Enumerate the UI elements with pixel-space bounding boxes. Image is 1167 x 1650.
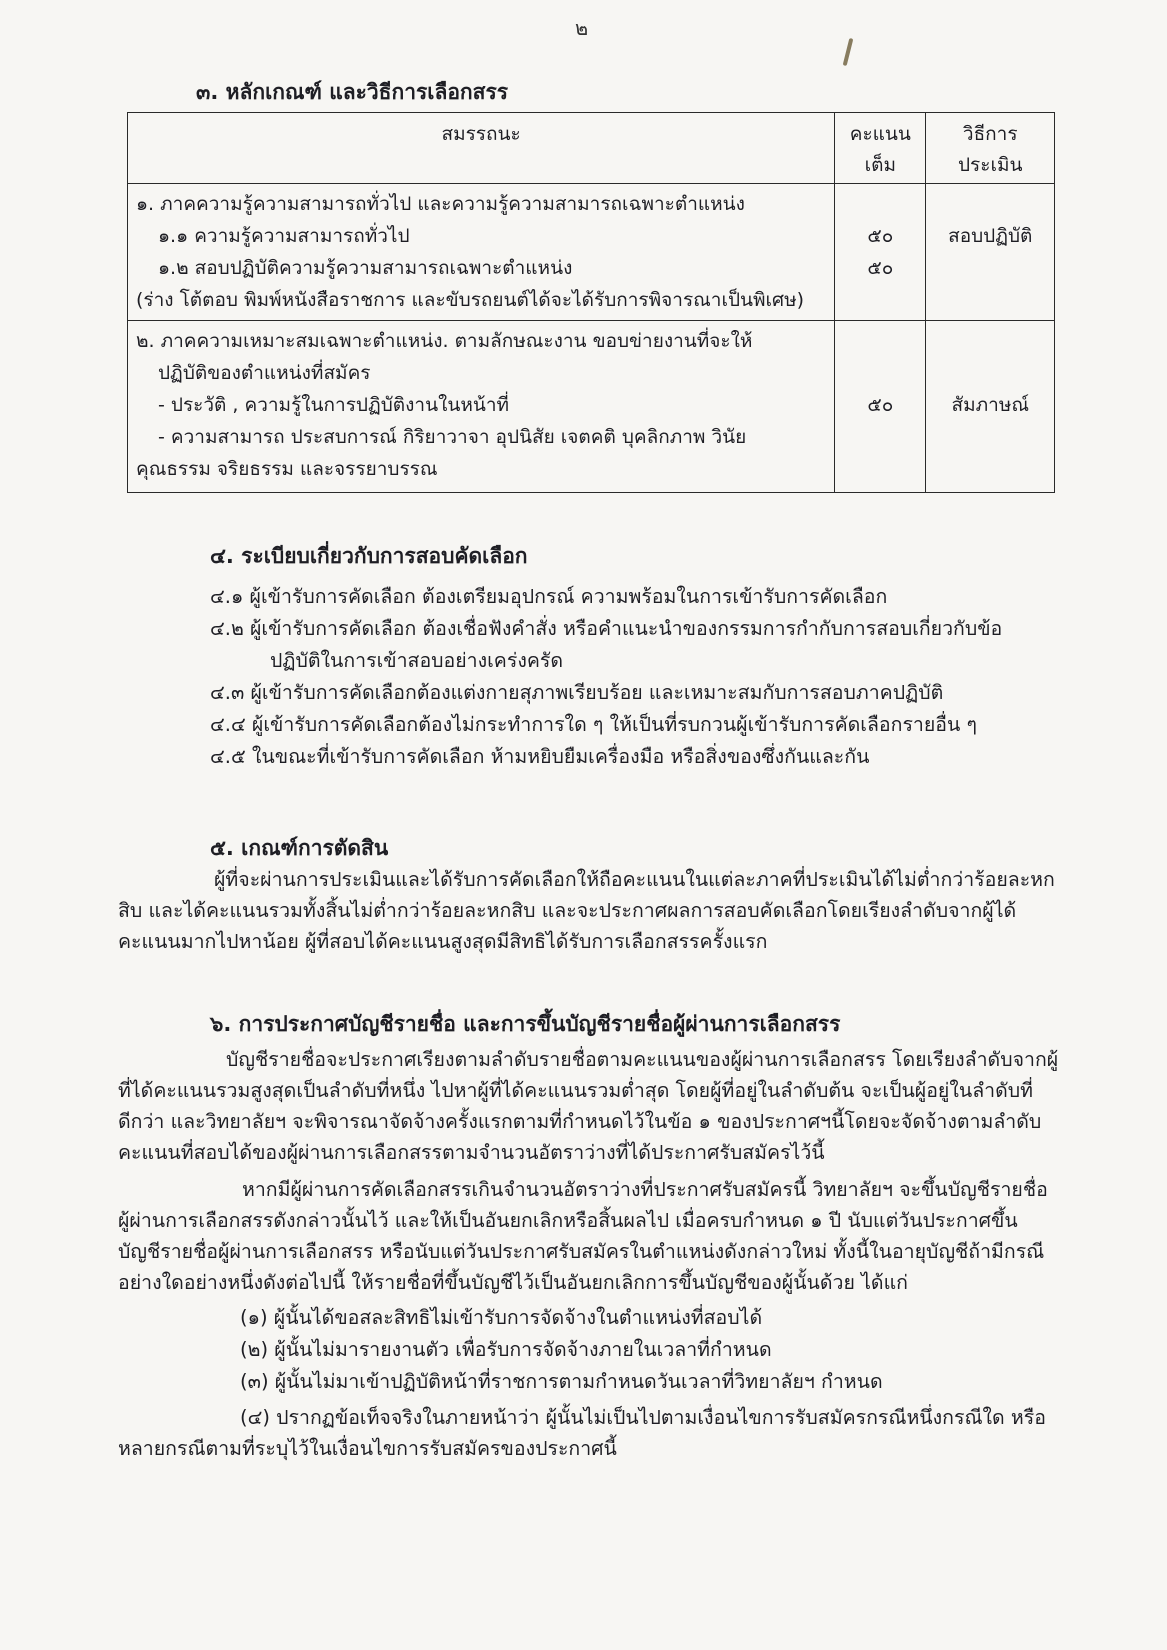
header-method <box>926 113 1055 184</box>
row1-score2: ๕๐ <box>867 257 894 279</box>
list-item: ๔.๕ ในขณะที่เข้ารับการคัดเลือก ห้ามหยิบยืมเครื่องมือ หรือสิ่งของซึ่งกันและกัน <box>210 745 870 768</box>
paragraph-line: ดีกว่า และวิทยาลัยฯ จะพิจารณาจัดจ้างครั้งแรกตามที่กำหนดไว้ในข้อ ๑ ของประกาศฯนี้โดยจะจัดจ้างตามลำดับ <box>118 1110 1042 1133</box>
row1-score1: ๕๐ <box>867 225 894 247</box>
row1-line: ๑.๒ สอบปฏิบัติความรู้ความสามารถเฉพาะตำแหน่ง <box>158 257 573 279</box>
row2-competency <box>128 321 835 493</box>
header-competency: สมรรถนะ <box>128 113 835 184</box>
table-row <box>128 184 1055 321</box>
section5-paragraph <box>118 864 1058 957</box>
paragraph-line: ผู้ผ่านการเลือกสรรดังกล่าวนั้นไว้ และให้เป็นอันยกเลิกหรือสิ้นผลไป เมื่อครบกำหนด ๑ ปี นับแต่วันประกาศขึ้น <box>118 1209 1018 1232</box>
row2-line: คุณธรรม จริยธรรม และจรรยาบรรณ <box>136 458 438 480</box>
row1-method-text: สอบปฏิบัติ <box>948 225 1033 247</box>
row2-line: - ความสามารถ ประสบการณ์ กิริยาวาจา อุปนิสัย เจตคติ บุคลิกภาพ วินัย <box>158 426 747 448</box>
row2-method-text: สัมภาษณ์ <box>951 394 1029 416</box>
list-item: (๑) ผู้นั้นได้ขอสละสิทธิไม่เข้ารับการจัดจ้างในตำแหน่งที่สอบได้ <box>240 1306 763 1329</box>
paragraph-line: คะแนนที่สอบได้ของผู้ผ่านการเลือกสรรตามจำนวนอัตราว่างที่ได้ประกาศรับสมัครไว้นี้ <box>118 1141 825 1164</box>
header-method-line2: ประเมิน <box>958 154 1023 176</box>
row1-line: ๑. ภาคความรู้ความสามารถทั่วไป และความรู้ความสามารถเฉพาะตำแหน่ง <box>136 193 745 215</box>
row2-score-text: ๕๐ <box>867 394 894 416</box>
section6-item4 <box>118 1402 1058 1464</box>
paragraph-line: อย่างใดอย่างหนึ่งดังต่อไปนี้ ให้รายชื่อที่ขึ้นบัญชีไว้เป็นอันยกเลิกการขึ้นบัญชีของผู้นั้นด้วย ได้แก่ <box>118 1271 908 1294</box>
paragraph-line: สิบ และได้คะแนนรวมทั้งสิ้นไม่ต่ำกว่าร้อยละหกสิบ และจะประกาศผลการสอบคัดเลือกโดยเรียงลำดับจากผู้ได้ <box>118 899 1017 922</box>
list-item: (๓) ผู้นั้นไม่มาเข้าปฏิบัติหน้าที่ราชการตามกำหนดวันเวลาที่วิทยาลัยฯ กำหนด <box>240 1370 883 1393</box>
section3-heading: ๓. หลักเกณฑ์ และวิธีการเลือกสรร <box>196 80 509 104</box>
section4-list <box>210 581 1002 773</box>
row1-score <box>835 184 926 321</box>
section6-heading: ๖. การประกาศบัญชีรายชื่อ และการขึ้นบัญชีรายชื่อผู้ผ่านการเลือกสรร <box>210 1012 841 1036</box>
list-item: ปฏิบัติในการเข้าสอบอย่างเคร่งครัด <box>270 649 564 672</box>
section6-paragraph-1 <box>118 1044 1058 1168</box>
row2-score <box>835 321 926 493</box>
list-item: ๔.๓ ผู้เข้ารับการคัดเลือกต้องแต่งกายสุภาพเรียบร้อย และเหมาะสมกับการสอบภาคปฏิบัติ <box>210 681 944 704</box>
header-score-line2: เต็ม <box>864 154 896 176</box>
header-method-line1: วิธีการ <box>962 123 1018 145</box>
table-row <box>128 321 1055 493</box>
pen-mark <box>843 38 854 66</box>
list-item: (๒) ผู้นั้นไม่มารายงานตัว เพื่อรับการจัดจ้างภายในเวลาที่กำหนด <box>240 1338 772 1361</box>
section4-heading: ๔. ระเบียบเกี่ยวกับการสอบคัดเลือก <box>210 544 528 568</box>
paragraph-line: ผู้ที่จะผ่านการประเมินและได้รับการคัดเลือกให้ถือคะแนนในแต่ละภาคที่ประเมินได้ไม่ต่ำกว่าร้อยละหก <box>214 868 1055 891</box>
header-score-line1: คะแนน <box>849 123 911 145</box>
row2-method <box>926 321 1055 493</box>
row1-line: (ร่าง โต้ตอบ พิมพ์หนังสือราชการ และขับรถยนต์ได้จะได้รับการพิจารณาเป็นพิเศษ) <box>136 289 805 311</box>
list-item: ๔.๑ ผู้เข้ารับการคัดเลือก ต้องเตรียมอุปกรณ์ ความพร้อมในการเข้ารับการคัดเลือก <box>210 585 888 608</box>
paragraph-line: หากมีผู้ผ่านการคัดเลือกสรรเกินจำนวนอัตราว่างที่ประกาศรับสมัครนี้ วิทยาลัยฯ จะขึ้นบัญชีรายชื่อ <box>242 1178 1048 1201</box>
paragraph-line: หลายกรณีตามที่ระบุไว้ในเงื่อนไขการรับสมัครของประกาศนี้ <box>118 1437 617 1460</box>
section6-items <box>240 1302 883 1398</box>
paragraph-line: ที่ได้คะแนนรวมสูงสุดเป็นลำดับที่หนึ่ง ไปหาผู้ที่ได้คะแนนรวมต่ำสุด โดยผู้ที่อยู่ในลำดับต้น จะเป็นผู้อยู่ในลำดับที่ <box>118 1079 1033 1102</box>
paragraph-line: คะแนนมากไปหาน้อย ผู้ที่สอบได้คะแนนสูงสุดมีสิทธิได้รับการเลือกสรรครั้งแรก <box>118 930 768 953</box>
paragraph-line: บัญชีรายชื่อผู้ผ่านการเลือกสรร หรือนับแต่วันประกาศรับสมัครในตำแหน่งดังกล่าวใหม่ ทั้งนี้ในอายุบัญชีถ้ามีกรณี <box>118 1240 1045 1263</box>
section6-paragraph-2 <box>118 1174 1058 1298</box>
header-score <box>835 113 926 184</box>
page-number: ๒ <box>575 16 589 40</box>
row1-line: ๑.๑ ความรู้ความสามารถทั่วไป <box>158 225 410 247</box>
row1-competency <box>128 184 835 321</box>
list-item: ๔.๒ ผู้เข้ารับการคัดเลือก ต้องเชื่อฟังคำสั่ง หรือคำแนะนำของกรรมการกำกับการสอบเกี่ยวกับข้อ <box>210 617 1003 640</box>
row1-method <box>926 184 1055 321</box>
list-item: ๔.๔ ผู้เข้ารับการคัดเลือกต้องไม่กระทำการใด ๆ ให้เป็นที่รบกวนผู้เข้ารับการคัดเลือกรายอื่น ๆ <box>210 713 978 736</box>
row2-line: ๒. ภาคความเหมาะสมเฉพาะตำแหน่ง. ตามลักษณะงาน ขอบข่ายงานที่จะให้ <box>136 330 753 352</box>
criteria-table <box>127 112 1055 493</box>
list-item: (๔) ปรากฏข้อเท็จจริงในภายหน้าว่า ผู้นั้นไม่เป็นไปตามเงื่อนไขการรับสมัครกรณีหนึ่งกรณีใด หรือ <box>240 1406 1046 1429</box>
row2-line: ปฏิบัติของตำแหน่งที่สมัคร <box>158 362 371 384</box>
section5-heading: ๕. เกณฑ์การตัดสิน <box>210 836 389 860</box>
table-header-row <box>128 113 1055 184</box>
paragraph-line: บัญชีรายชื่อจะประกาศเรียงตามลำดับรายชื่อตามคะแนนของผู้ผ่านการเลือกสรร โดยเรียงลำดับจากผู้ <box>226 1048 1059 1071</box>
row2-line: - ประวัติ , ความรู้ในการปฏิบัติงานในหน้าที่ <box>158 394 510 416</box>
